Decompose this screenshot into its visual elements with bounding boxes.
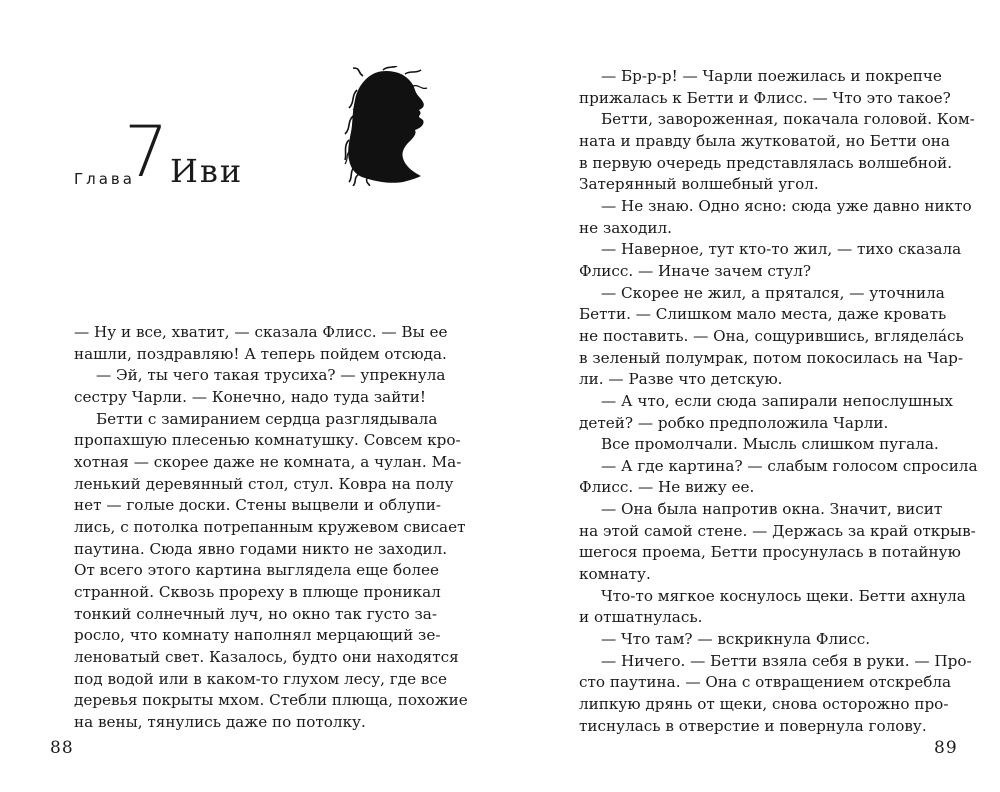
text-line: тиснулась в отверстие и повернула голову. [579, 716, 927, 735]
text-line: — А что, если сюда запирали непослушных [601, 391, 953, 410]
text-line: нет — голые доски. Стены выцвели и облупи- [74, 496, 442, 515]
text-line: липкую дрянь от щеки, снова осторожно про- [579, 695, 949, 714]
text-line: ли. — Разве что детскую. [579, 370, 783, 389]
text-line: не заходил. [579, 218, 672, 237]
text-line: Бетти, завороженная, покачала головой. Ком- [601, 110, 975, 129]
text-line: — Ну и все, хватит, — сказала Флисс. — Вы ее [74, 323, 448, 341]
text-line: ната и правду была жутковатой, но Бетти она [579, 131, 950, 150]
text-line: в первую очередь представлялась волшебной. [579, 153, 953, 172]
text-line: и отшатнулась. [579, 608, 703, 627]
chapter-number: 7 [124, 111, 169, 193]
text-line: леноватый свет. Казалось, будто они находятся [74, 647, 459, 666]
text-line: росло, что комнату наполнял мерцающий зе- [74, 626, 441, 645]
text-line: шегося проема, Бетти просунулась в потайную [579, 543, 961, 562]
text-line: в зеленый полумрак, потом покосилась на Чар- [579, 348, 963, 367]
text-line: сто паутина. — Она с отвращением отскребла [579, 673, 952, 692]
text-line: пропахшую плесенью комнатушку. Совсем кро- [74, 431, 461, 450]
silhouette-portrait-illustration [343, 66, 435, 186]
text-line: не поставить. — Она, сощурившись, вглядела́сь [579, 326, 964, 345]
text-line: сестру Чарли. — Конечно, надо туда зайти! [74, 387, 426, 406]
text-line: — Не знаю. Одно ясно: сюда уже давно никто [601, 196, 972, 215]
right-body-text [579, 66, 978, 737]
text-line: деревья покрыты мхом. Стебли плюща, похожие [74, 691, 468, 710]
text-line: — Эй, ты чего такая трусиха? — упрекнула [96, 366, 446, 385]
chapter-label: Глава [74, 170, 135, 188]
text-line: От всего этого картина выглядела еще более [74, 561, 439, 580]
text-line: Флисс. — Не вижу ее. [579, 478, 755, 497]
text-line: Бетти с замиранием сердца разглядывала [96, 409, 438, 428]
chapter-title: Иви [170, 152, 244, 190]
text-line: странной. Сквозь прореху в плюще проникал [74, 582, 441, 601]
text-line: под водой или в каком-то глухом лесу, где все [74, 669, 447, 688]
text-line: Флисс. — Иначе зачем стул? [579, 261, 811, 280]
text-line: на этой самой стене. — Держась за край открыв- [579, 521, 976, 540]
text-line: Затерянный волшебный угол. [579, 175, 819, 194]
text-line: ленький деревянный стол, стул. Ковра на полу [74, 474, 454, 493]
page-number: 88 [50, 738, 74, 758]
left-body-text [74, 322, 468, 733]
text-line: — Наверное, тут кто-то жил, — тихо сказала [601, 240, 962, 259]
right-page [500, 0, 1000, 792]
text-line: — Скорее не жил, а прятался, — уточнила [601, 283, 945, 302]
text-line: паутина. Сюда явно годами никто не заходил. [74, 539, 448, 558]
text-line: — Что там? — вскрикнула Флисс. [601, 630, 871, 649]
text-line: Все промолчали. Мысль слишком пугала. [601, 435, 939, 454]
text-line: тонкий солнечный луч, но окно так густо за- [74, 604, 437, 623]
text-line: — А где картина? — слабым голосом спросила [601, 456, 978, 475]
text-line: — Бр-р-р! — Чарли поежилась и покрепче [601, 67, 942, 85]
text-line: — Она была напротив окна. Значит, висит [601, 500, 943, 519]
text-line: нашли, поздравляю! А теперь пойдем отсюда. [74, 344, 447, 363]
text-line: прижалась к Бетти и Флисс. — Что это такое? [579, 88, 951, 107]
text-line: Что-то мягкое коснулось щеки. Бетти ахнула [601, 586, 966, 605]
text-line: хотная — скорее даже не комната, а чулан. Ма- [74, 452, 462, 471]
text-line: — Ничего. — Бетти взяла себя в руки. — Про- [601, 651, 972, 670]
text-line: комнату. [579, 565, 651, 584]
text-line: Бетти. — Слишком мало места, даже кровать [579, 305, 947, 324]
text-line: на вены, тянулись даже по потолку. [74, 712, 366, 731]
page-number: 89 [934, 738, 958, 758]
text-line: детей? — робко предположила Чарли. [579, 413, 889, 432]
text-line: лись, с потолка потрепанным кружевом свисает [74, 517, 466, 536]
